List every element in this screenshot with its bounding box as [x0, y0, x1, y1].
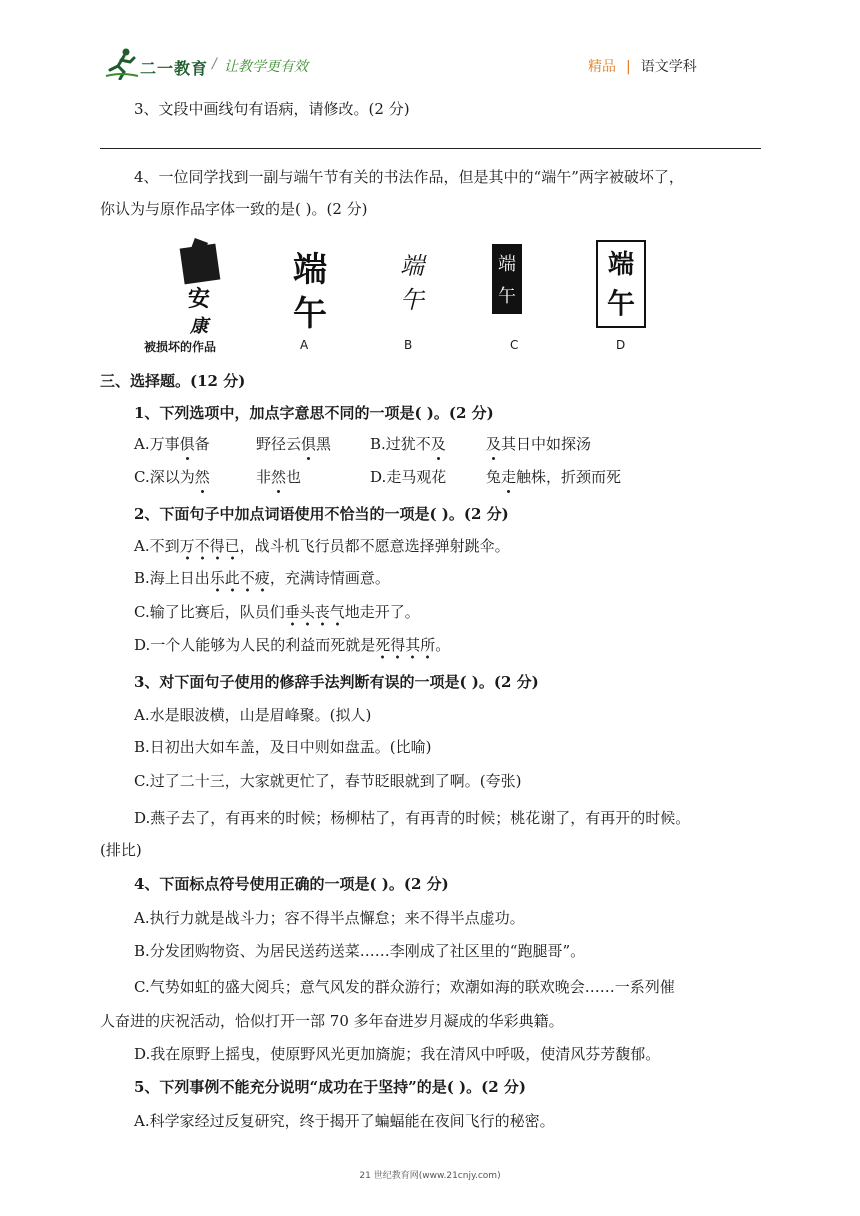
premium-label: 精品 — [588, 59, 616, 75]
choice-q3-option-b: B.日初出大如车盖，及日中则如盘盂。(比喻) — [134, 738, 432, 756]
choice-q1-option-c-1: C.深以为然 — [134, 468, 210, 486]
choice-q3-stem: 3、对下面句子使用的修辞手法判断有误的一项是( )。(2 分) — [134, 673, 539, 691]
choice-q1-option-b-2: 及其日中如探汤 — [486, 435, 592, 453]
brand-slogan: 让教学更有效 — [224, 59, 308, 75]
choice-q1-stem: 1、下列选项中，加点字意思不同的一项是( )。(2 分) — [134, 404, 494, 422]
choice-q1-option-d-1: D.走马观花 — [370, 468, 447, 486]
option-a-char-2: 午 — [293, 294, 327, 334]
option-c-image — [492, 244, 522, 314]
section-3-title: 三、选择题。(12 分) — [100, 372, 246, 390]
runner-logo-icon — [104, 46, 140, 80]
caption-d: D — [616, 338, 626, 352]
option-d-image — [596, 240, 646, 328]
option-d-char-2: 午 — [606, 287, 635, 320]
option-b-char-1: 端 — [400, 252, 424, 280]
choice-q3-option-c: C.过了二十三，大家就更忙了，春节眨眼就到了啊。(夸张) — [134, 772, 522, 790]
choice-q4-option-d: D.我在原野上摇曳，使原野风光更加旖旎；我在清风中呼吸，使清风芬芳馥郁。 — [134, 1045, 661, 1063]
damaged-char-2: 康 — [190, 316, 208, 337]
choice-q1-option-a-1: A.万事俱备 — [134, 435, 210, 453]
choice-q3-option-a: A.水是眼波横，山是眉峰聚。(拟人) — [134, 706, 372, 724]
choice-q4-option-b: B.分发团购物资、为居民送药送菜……李刚成了社区里的“跑腿哥”。 — [134, 942, 586, 960]
option-c-char-1: 端 — [498, 254, 516, 275]
choice-q5-option-a: A.科学家经过反复研究，终于揭开了蝙蝠能在夜间飞行的秘密。 — [134, 1112, 555, 1130]
choice-q1-option-a-2: 野径云俱黑 — [256, 435, 332, 453]
question-4-line1: 4、一位同学找到一副与端午节有关的书法作品，但是其中的“端午”两字被破坏了， — [134, 168, 684, 186]
option-b-char-2: 午 — [400, 286, 424, 314]
choice-q2-option-d: D.一个人能够为人民的利益而死就是死得其所。 — [134, 634, 450, 656]
header-divider: | — [626, 59, 631, 75]
subject-label: 语文学科 — [640, 59, 697, 75]
damaged-work-image — [178, 240, 222, 336]
choice-q4-option-a: A.执行力就是战斗力；容不得半点懈怠；来不得半点虚功。 — [134, 909, 525, 927]
question-4-line2: 你认为与原作品字体一致的是( )。(2 分) — [100, 200, 368, 218]
question-3-prev: 3、文段中画线句有语病，请修改。(2 分) — [134, 100, 410, 118]
answer-line — [100, 148, 761, 149]
option-c-char-2: 午 — [498, 286, 516, 307]
caption-c: C — [510, 338, 519, 352]
choice-q5-stem: 5、下列事例不能充分说明“成功在于坚持”的是( )。(2 分) — [134, 1078, 526, 1096]
choice-q3-option-d-line1: D.燕子去了，有再来的时候；杨柳枯了，有再青的时候；桃花谢了，有再开的时候。 — [134, 809, 691, 827]
header-subject — [588, 56, 697, 76]
choice-q2-option-b: B.海上日出乐此不疲，充满诗情画意。 — [134, 567, 390, 589]
option-a-char-1: 端 — [293, 250, 327, 290]
choice-q1-option-b-1: B.过犹不及 — [370, 435, 446, 453]
choice-q2-option-a: A.不到万不得已，战斗机飞行员都不愿意选择弹射跳伞。 — [134, 535, 510, 557]
option-b-image — [394, 246, 430, 322]
page-footer: 21 世纪教育网(www.21cnjy.com) — [359, 1171, 501, 1181]
choice-q3-option-d-line2: (排比) — [100, 841, 142, 859]
choice-q2-option-c: C.输了比赛后，队员们垂头丧气地走开了。 — [134, 601, 420, 623]
choice-q2-stem: 2、下面句子中加点词语使用不恰当的一项是( )。(2 分) — [134, 505, 509, 523]
choice-q4-option-c-line1: C.气势如虹的盛大阅兵；意气风发的群众游行；欢潮如海的联欢晚会……一系列催 — [134, 978, 675, 996]
brand-logo — [104, 46, 334, 82]
caption-b: B — [404, 338, 413, 352]
option-d-char-1: 端 — [607, 250, 634, 280]
brand-name: 二一教育 — [140, 59, 209, 78]
caption-a: A — [300, 338, 309, 352]
choice-q4-stem: 4、下面标点符号使用正确的一项是( )。(2 分) — [134, 875, 449, 893]
option-a-image — [288, 242, 332, 332]
caption-damaged: 被损坏的作品 — [144, 340, 217, 354]
calligraphy-figure — [144, 236, 672, 356]
choice-q1-option-c-2: 非然也 — [256, 468, 302, 486]
choice-q1-option-d-2: 兔走触株，折颈而死 — [486, 468, 622, 486]
choice-q4-option-c-line2: 人奋进的庆祝活动，恰似打开一部 70 多年奋进岁月凝成的华彩典籍。 — [100, 1012, 564, 1030]
page-header — [0, 0, 860, 90]
damaged-char-1: 安 — [187, 286, 210, 312]
brand-separator: / — [212, 56, 217, 72]
